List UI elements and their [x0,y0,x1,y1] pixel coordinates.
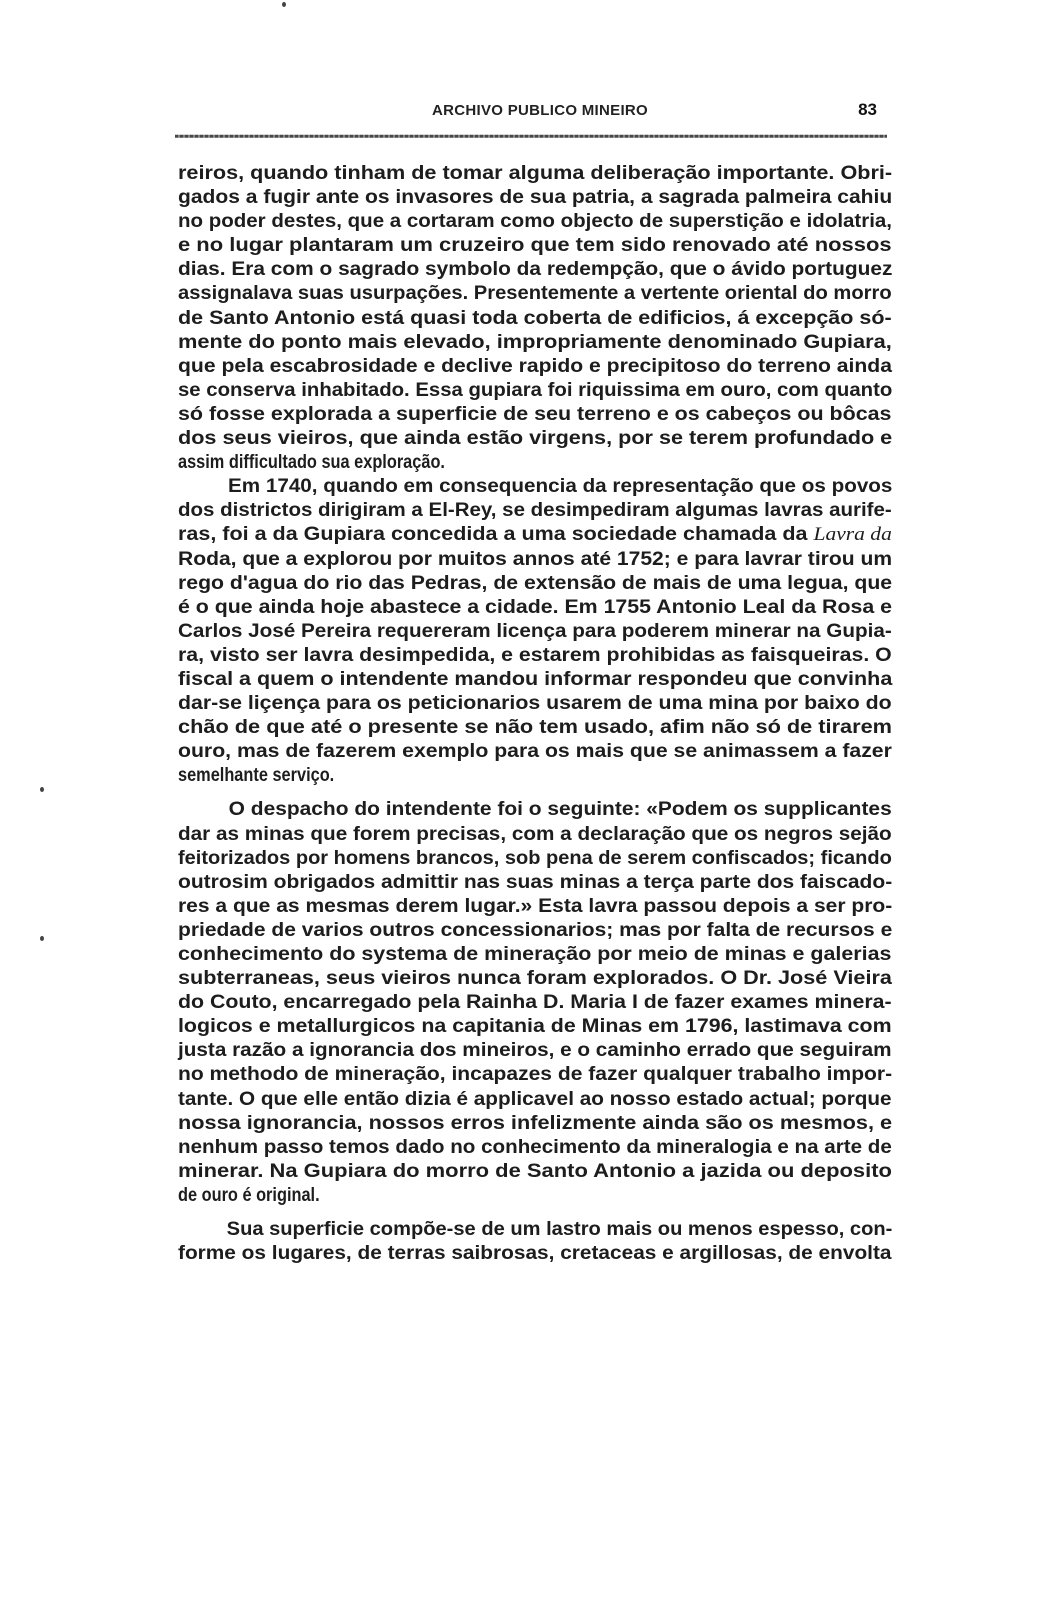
text-line: conhecimento do systema de mineração por meio de minas e galerias [178,944,892,965]
italic-phrase: Lavra da [813,524,892,546]
text-line: ra, visto ser lavra desimpedida, e estarem prohibidas as faisqueiras. O [178,644,892,666]
text-line: priedade de varios outros concessionarios; mas por falta de recursos e [178,919,893,941]
text-line: do Couto, encarregado pela Rainha D. Maria I de fazer exames minera- [178,992,892,1014]
page-header [195,100,885,130]
text-line: assim difficultado sua exploração. [178,452,445,474]
text-line: de ouro é original. [178,1184,320,1206]
text-line: que pela escabrosidade e declive rapido e precipitoso do terreno ainda [178,355,892,377]
text-line: só fosse explorada a superficie de seu terreno e os cabeços ou bôcas [178,403,892,425]
paragraph-1 [178,162,892,475]
paragraph-3 [178,798,892,1208]
paragraph-2 [178,475,892,788]
text-line [178,523,892,547]
text-line: semelhante serviço. [178,765,335,787]
text-line: assignalava suas usurpações. Presentemente a vertente oriental do morro [178,283,892,305]
text-line: de Santo Antonio está quasi toda coberta de edificios, á excepção só- [178,307,892,329]
text-line: outrosim obrigados admittir nas suas minas a terça parte dos faiscado- [178,871,893,893]
text-line: chão de que até o presente se não tem usado, afim não só de tirarem [178,717,893,739]
text-line: rego d'agua do rio das Pedras, de extensão de mais de uma legua, que [178,572,893,594]
scan-speck [40,787,44,792]
text-line: Roda, que a explorou por muitos annos até 1752; e para lavrar tirou um [178,548,893,570]
text-line: no poder destes, que a cortaram como objecto de superstição e idolatria, [178,211,893,233]
text-line: dar as minas que forem precisas, com a declaração que os negros sejão [178,823,892,845]
paragraph-gap [178,1208,892,1218]
text-line: feitorizados por homens brancos, sob pena de serem confiscados; ficando [178,847,892,869]
text-segment: ras, foi a da Gupiara concedida a uma sociedade chamada da [178,524,808,546]
text-line: se conserva inhabitado. Essa gupiara foi riquissima em ouro, com quanto [178,379,893,401]
text-line: forme os lugares, de terras saibrosas, cretaceas e argillosas, de envolta [178,1243,892,1265]
text-line: Sua superficie compõe-se de um lastro mais ou menos espesso, con- [226,1219,893,1241]
text-line: e no lugar plantaram um cruzeiro que tem sido renovado até nossos [178,235,892,257]
text-line: fiscal a quem o intendente mandou informar respondeu que convinha [178,668,893,690]
scan-speck [282,2,286,7]
scan-speck [40,936,44,941]
text-line: Carlos José Pereira requereram licença para poderem minerar na Gupia- [178,620,892,642]
page-number: 83 [858,100,877,119]
text-line: minerar. Na Gupiara do morro de Santo Antonio a jazida ou deposito [178,1160,892,1182]
header-wavy-rule [175,133,887,139]
text-line: dos seus vieiros, que ainda estão virgens, por se terem profundado e [178,428,893,450]
text-line: mente do ponto mais elevado, impropriamente denominado Gupiara, [178,331,892,353]
text-line: no methodo de mineração, incapazes de fazer qualquer trabalho impor- [178,1064,893,1086]
text-line: nenhum passo temos dado no conhecimento da mineralogia e na arte de [178,1136,892,1158]
text-line: é o que ainda hoje abastece a cidade. Em 1755 Antonio Leal da Rosa e [178,596,893,618]
body-text [178,162,892,1266]
text-line: ouro, mas de fazerem exemplo para os mais que se animassem a fazer [178,741,892,763]
text-line: res a que as mesmas derem lugar.» Esta lavra passou depois a ser pro- [178,895,893,917]
text-line: dias. Era com o sagrado symbolo da redempção, que o ávido portuguez [178,259,893,281]
text-line: reiros, quando tinham de tomar alguma deliberação importante. Obri- [178,163,893,184]
text-line: nossa ignorancia, nossos erros infelizmente ainda são os mesmos, e [178,1112,893,1134]
paragraph-gap [178,788,892,798]
text-line: subterraneas, seus vieiros nunca foram explorados. O Dr. José Vieira [178,968,892,990]
text-line: Em 1740, quando em consequencia da representação que os povos [227,476,893,498]
text-line: logicos e metallurgicos na capitania de Minas em 1796, lastimava com [178,1016,892,1038]
paragraph-4 [178,1218,892,1266]
text-line: justa razão a ignorancia dos mineiros, e o caminho errado que seguiram [178,1040,892,1062]
text-line: tante. O que elle então dizia é applicavel ao nosso estado actual; porque [178,1088,892,1110]
text-line: dos districtos dirigiram a El-Rey, se desimpediram algumas lavras aurife- [178,500,892,522]
running-title: ARCHIVO PUBLICO MINEIRO [431,102,649,119]
text-line: gados a fugir ante os invasores de sua patria, a sagrada palmeira cahiu [178,187,893,209]
text-line: O despacho do intendente foi o seguinte: «Podem os supplicantes [228,799,892,821]
text-line: dar-se liçença para os peticionarios usarem de uma mina por baixo do [178,693,892,715]
